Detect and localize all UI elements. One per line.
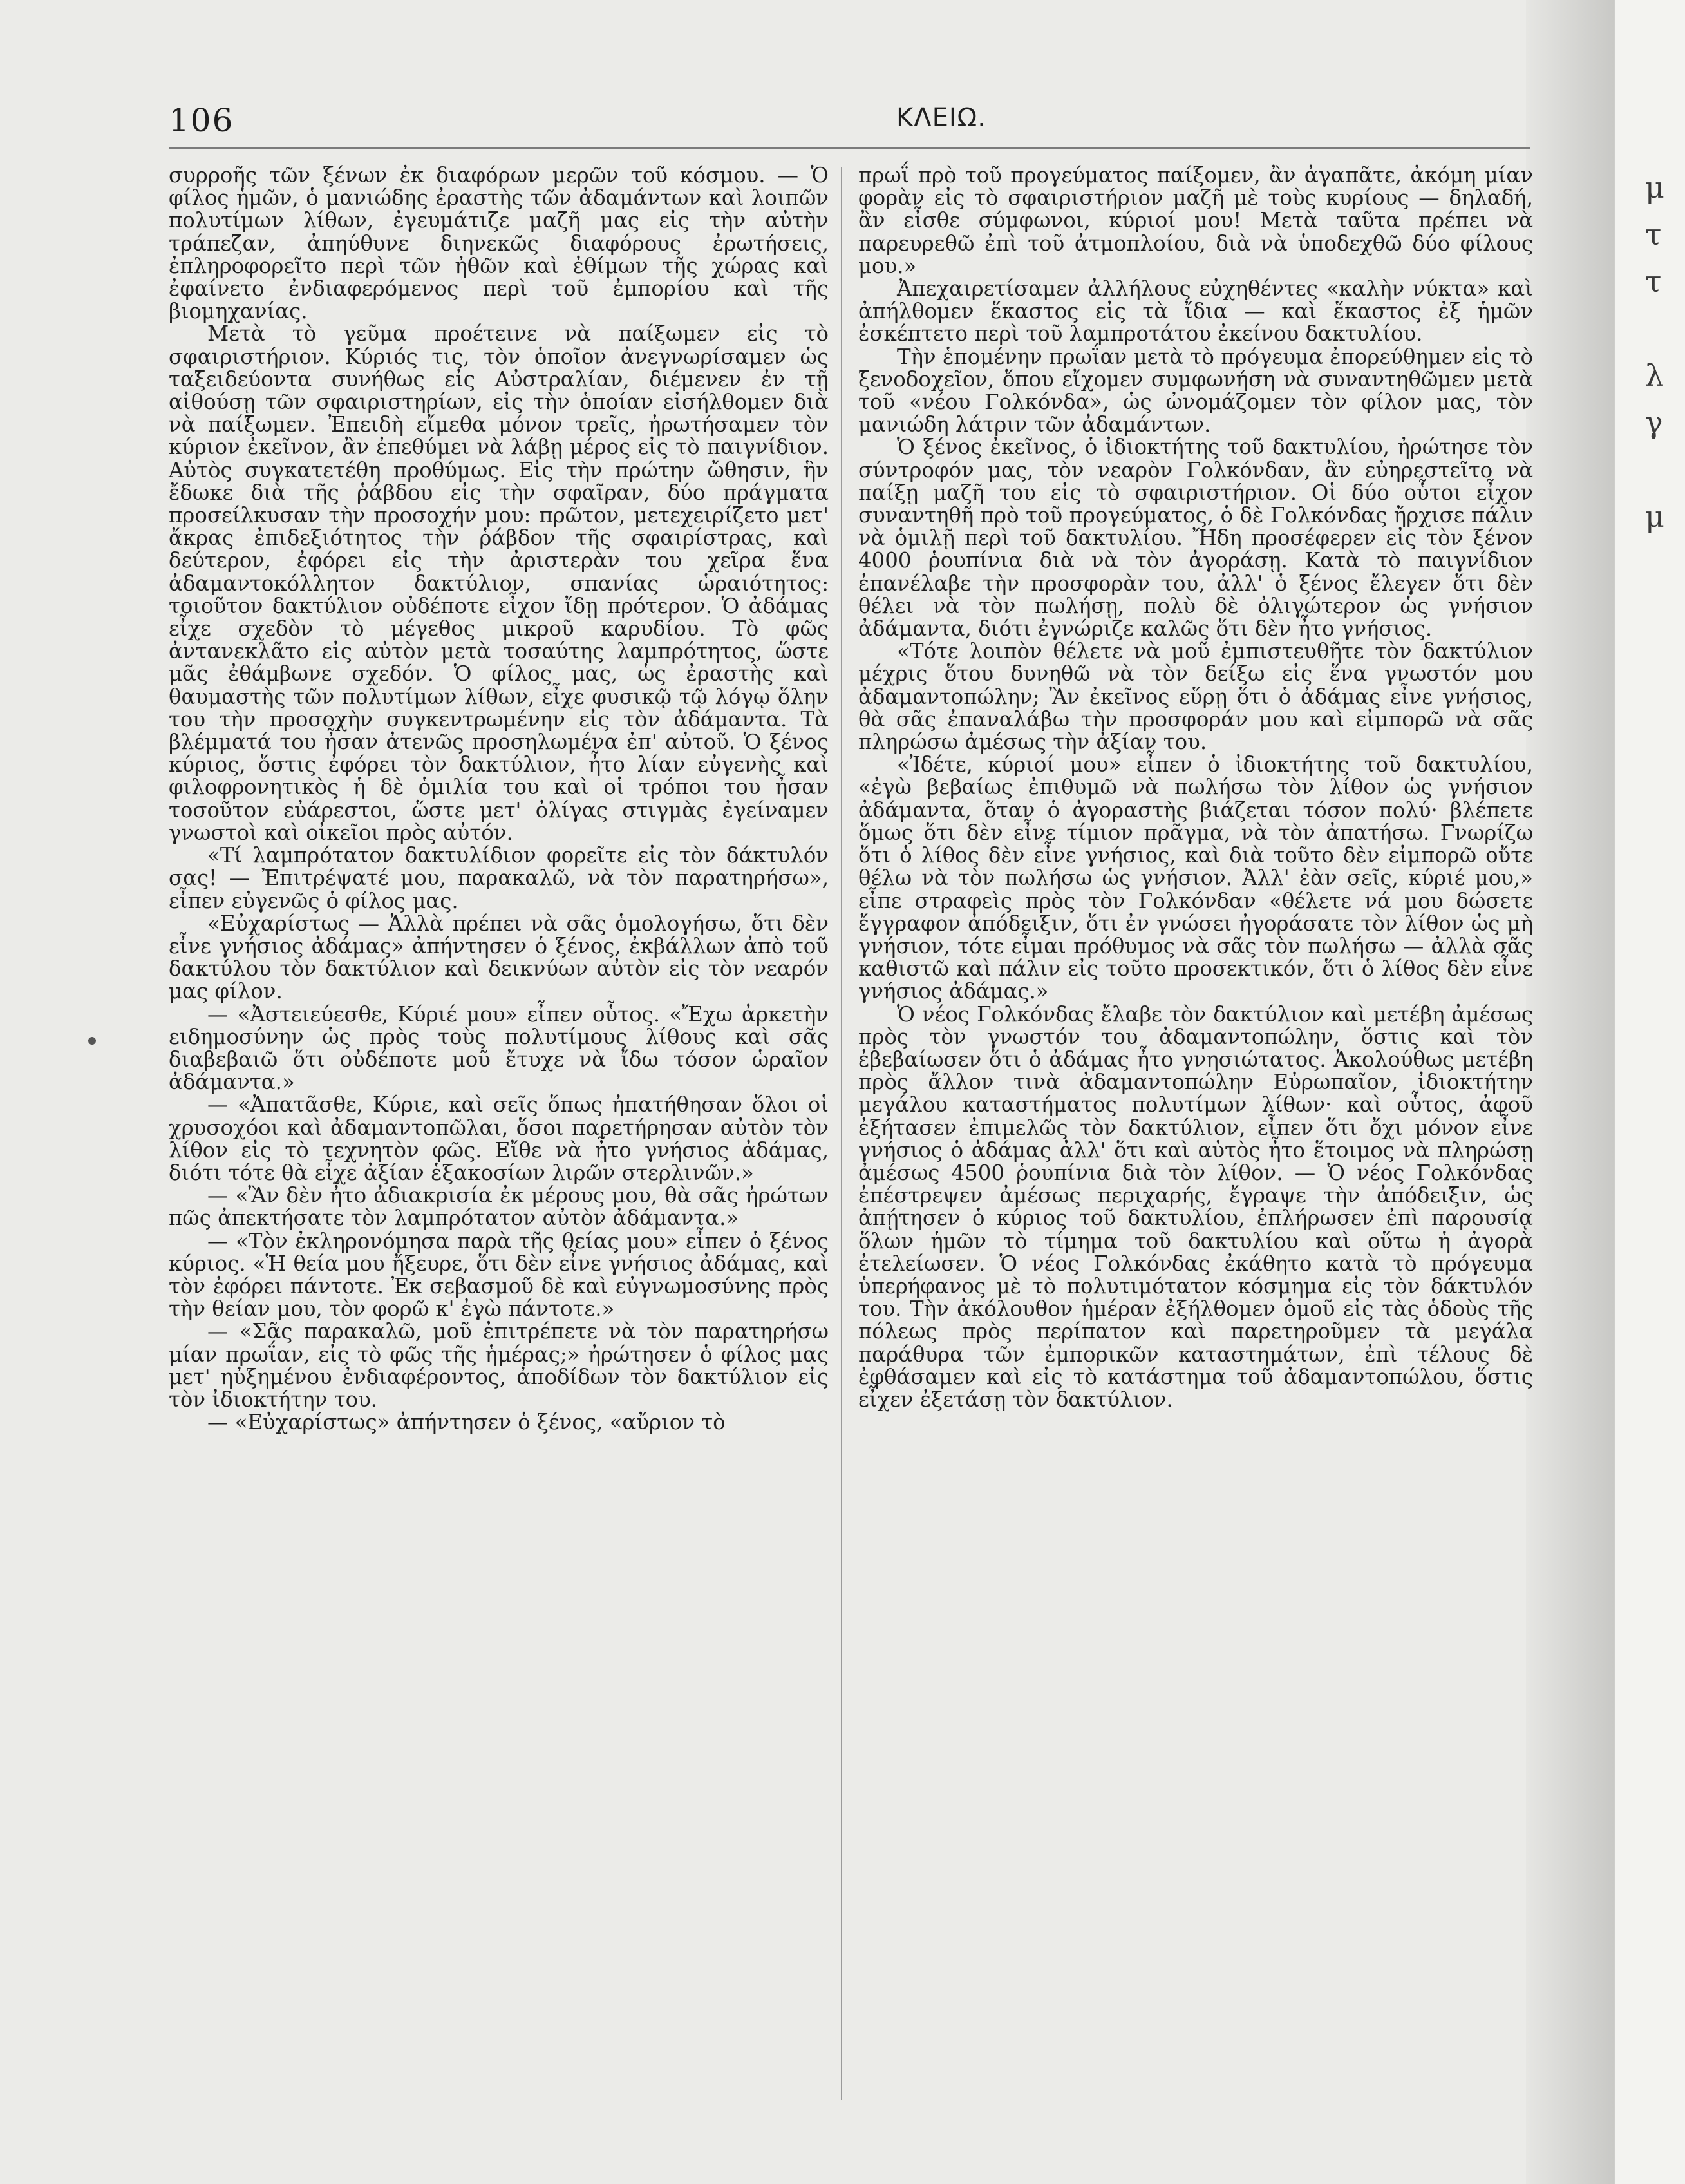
next-page-bleed-text: μ τ τ λ γ μ [1645, 170, 1664, 534]
paragraph: «Ἰδέτε, κύριοί μου» εἶπεν ὁ ἰδιοκτήτης τοῦ δακτυλίου, «ἐγὼ βεβαίως ἐπιθυμῶ νὰ πωλήσω τὸν λίθον ὡς γνήσιον ἀδάμαντα, ὅταν ὁ ἀγοραστὴς βιάζεται τόσον πολύ· βλέπετε ὅμως ὅτι δὲν εἶνε τίμιον πρᾶγμα, νὰ τὸν ἀπατήσω. Γνωρίζω ὅτι ὁ λίθος δὲν εἶνε γνήσιος, καὶ διὰ τοῦτο δὲν εἰμπορῶ οὔτε θέλω νὰ τὸν πωλήσω ὡς γνήσιον. Ἀλλ' ἐὰν σεῖς, κύριέ μου,» εἶπε στραφεὶς πρὸς τὸν Γολκόνδαν «θέλετε νά μου δώσετε ἔγγραφον ἀπόδειξιν, ὅτι ἐν γνώσει ἠγοράσατε τὸν λίθον ὡς μὴ γνήσιον, τότε εἶμαι πρόθυμος νὰ σᾶς τὸν πωλήσω — ἀλλὰ σᾶς καθιστῶ καὶ πάλιν εἰς τοῦτο προσεκτικόν, ὅτι ὁ λίθος δὲν εἶνε γνήσιος ἀδάμας.» [858, 752, 1533, 1004]
paragraph: — «Σᾶς παρακαλῶ, μοῦ ἐπιτρέπετε νὰ τὸν παρατηρήσω μίαν πρωΐαν, εἰς τὸ φῶς τῆς ἡμέρας;» ἠρώτησεν ὁ φίλος μας μετ' ηὐξημένου ἐνδιαφέροντος, ἀποδίδων τὸν δακτύλιον εἰς τὸν ἰδιοκτήτην του. [169, 1319, 829, 1412]
running-title: ΚΛΕΙΩ. [896, 103, 986, 133]
paragraph: Μετὰ τὸ γεῦμα προέτεινε νὰ παίξωμεν εἰς τὸ σφαιριστήριον. Κύριός τις, τὸν ὁποῖον ἀνεγνωρίσαμεν ὡς ταξειδεύοντα συνήθως εἰς Αὐστραλίαν, διέμενεν ἐν τῇ αἰθούσῃ τῶν σφαιριστηρίων, εἰς τὴν ὁποίαν εἰσήλθομεν διὰ νὰ παίξωμεν. Ἐπειδὴ εἴμεθα μόνον τρεῖς, ἠρωτήσαμεν τὸν κύριον ἐκεῖνον, ἂν ἐπεθύμει νὰ λάβῃ μέρος εἰς τὸ παιγνίδιον. Αὐτὸς συγκατετέθη προθύμως. Εἰς τὴν πρώτην ὤθησιν, ἣν ἔδωκε διὰ τῆς ῥάβδου εἰς τὴν σφαῖραν, δύο πράγματα προσείλκυσαν τὴν προσοχήν μου: πρῶτον, μετεχειρίζετο μετ' ἄκρας ἐπιδεξιότητος τὴν ῥάβδον τῆς σφαιρίστρας, καὶ δεύτερον, ἐφόρει εἰς τὴν ἀριστερὰν του χεῖρα ἕνα ἀδαμαντοκόλλητον δακτύλιον, σπανίας ὡραιότητος: τοιοῦτον δακτύλιον οὐδέποτε εἶχον ἴδῃ πρότερον. Ὁ ἀδάμας εἶχε σχεδὸν τὸ μέγεθος μικροῦ καρυδίου. Τὸ φῶς ἀντανεκλᾶτο εἰς αὐτὸν μετὰ τοσαύτης λαμπρότητος, ὥστε μᾶς ἐθάμβωνε σχεδόν. Ὁ φίλος μας, ὡς ἐραστὴς καὶ θαυμαστὴς τῶν πολυτίμων λίθων, εἶχε φυσικῷ τῷ λόγῳ ὅλην του τὴν προσοχὴν συγκεντρωμένην εἰς τὸν ἀδάμαντα. Τὰ βλέμματά του ἦσαν ἀτενῶς προσηλωμένα ἐπ' αὐτοῦ. Ὁ ξένος κύριος, ὅστις ἐφόρει τὸν δακτύλιον, ἦτο λίαν εὐγενὴς καὶ φιλοφρονητικὸς ἡ δὲ ὁμιλία του καὶ οἱ τρόποι του ἦσαν τοσοῦτον εὐάρεστοι, ὥστε μετ' ὀλίγας στιγμὰς ἐγείναμεν γνωστοὶ καὶ οἰκεῖοι πρὸς αὐτόν. [169, 321, 829, 845]
paragraph: πρωΐ πρὸ τοῦ προγεύματος παίξομεν, ἂν ἀγαπᾶτε, ἀκόμη μίαν φορὰν εἰς τὸ σφαιριστήριον μαζῆ μὲ τοὺς κυρίους — δηλαδή, ἂν εἶσθε σύμφωνοι, κύριοί μου! Μετὰ ταῦτα πρέπει νὰ παρευρεθῶ ἐπὶ τοῦ ἀτμοπλοίου, διὰ νὰ ὑποδεχθῶ δύο φίλους μου.» [858, 163, 1533, 278]
paragraph: — «Τὸν ἐκληρονόμησα παρὰ τῆς θείας μου» εἶπεν ὁ ξένος κύριος. «Ἡ θεία μου ἤξευρε, ὅτι δὲν εἶνε γνήσιος ἀδάμας, καὶ τὸν ἐφόρει πάντοτε. Ἐκ σεβασμοῦ δὲ καὶ εὐγνωμοσύνης πρὸς τὴν θείαν μου, τὸν φορῶ κ' ἐγὼ πάντοτε.» [169, 1228, 829, 1322]
paragraph: — «Ἂν δὲν ἦτο ἀδιακρισία ἐκ μέρους μου, θὰ σᾶς ἠρώτων πῶς ἀπεκτήσατε τὸν λαμπρότατον αὐτὸν ἀδάμαντα.» [169, 1183, 829, 1231]
paragraph: «Τί λαμπρότατον δακτυλίδιον φορεῖτε εἰς τὸν δάκτυλόν σας! — Ἐπιτρέψατέ μου, παρακαλῶ, νὰ τὸν παρατηρήσω», εἶπεν εὐγενῶς ὁ φίλος μας. [169, 843, 829, 913]
ink-blot [88, 1037, 96, 1045]
paragraph: Ἀπεχαιρετίσαμεν ἀλλήλους εὐχηθέντες «καλὴν νύκτα» καὶ ἀπήλθομεν ἕκαστος εἰς τὰ ἴδια — καὶ ἕκαστος ἐξ ἡμῶν ἐσκέπτετο περὶ τοῦ λαμπροτάτου ἐκείνου δακτυλίου. [858, 276, 1533, 347]
left-text-column [169, 164, 829, 1434]
paragraph: «Τότε λοιπὸν θέλετε νὰ μοῦ ἐμπιστευθῆτε τὸν δακτύλιον μέχρις ὅτου δυνηθῶ νὰ τὸν δείξω εἰς ἕνα γνωστόν μου ἀδαμαντοπώλην; Ἂν ἐκεῖνος εὕρῃ ὅτι ὁ ἀδάμας εἶνε γνήσιος, θὰ σᾶς ἐπαναλάβω τὴν προσφοράν μου καὶ εἰμπορῶ νὰ σᾶς πληρώσω ἀμέσως τὴν ἀξίαν του. [858, 639, 1533, 755]
paragraph: — «Ἀπατᾶσθε, Κύριε, καὶ σεῖς ὅπως ἠπατήθησαν ὅλοι οἱ χρυσοχόοι καὶ ἀδαμαντοπῶλαι, ὅσοι παρετήρησαν αὐτὸν τὸν λίθον εἰς τὸ τεχνητὸν φῶς. Εἴθε νὰ ἦτο γνήσιος ἀδάμας, διότι τότε θὰ εἶχε ἀξίαν ἑξακοσίων λιρῶν στερλινῶν.» [169, 1092, 829, 1185]
right-text-column [858, 164, 1533, 1411]
header-rule [169, 147, 1530, 149]
paragraph: συρροῆς τῶν ξένων ἐκ διαφόρων μερῶν τοῦ κόσμου. — Ὁ φίλος ἡμῶν, ὁ μανιώδης ἐραστὴς τῶν ἀδαμάντων καὶ λοιπῶν πολυτίμων λίθων, ἐγευμάτιζε μαζῆ μας εἰς τὴν αὐτὴν τράπεζαν, ἀπηύθυνε διηνεκῶς διαφόρους ἐρωτήσεις, ἐπληροφορεῖτο περὶ τῶν ἠθῶν καὶ ἐθίμων τῆς χώρας καὶ ἐφαίνετο ἐνδιαφερόμενος περὶ τοῦ ἐμπορίου καὶ τῆς βιομηχανίας. [169, 163, 829, 324]
paragraph: Ὁ ξένος ἐκεῖνος, ὁ ἰδιοκτήτης τοῦ δακτυλίου, ἠρώτησε τὸν σύντροφόν μας, τὸν νεαρὸν Γολκόνδαν, ἂν εὐηρεστεῖτο νὰ παίξῃ μαζῆ του εἰς τὸ σφαιριστήριον. Οἱ δύο οὗτοι εἶχον συναντηθῆ πρὸ τοῦ προγεύματος, ὁ δὲ Γολκόνδας ἤρχισε πάλιν νὰ ὁμιλῇ περὶ τοῦ δακτυλίου. Ἤδη προσέφερεν εἰς τὸν ξένον 4000 ῥουπίνια διὰ νὰ τὸν ἀγοράσῃ. Κατὰ τὸ παιγνίδιον ἐπανέλαβε τὴν προσφορὰν του, ἀλλ' ὁ ξένος ἔλεγεν ὅτι δὲν θέλει νὰ τὸν πωλήσῃ, πολὺ δὲ ὀλιγώτερον ὡς γνήσιον ἀδάμαντα, διότι ἐγνώριζε καλῶς ὅτι δὲν ἦτο γνήσιος. [858, 435, 1533, 641]
page-number: 106 [169, 102, 234, 139]
paragraph: — «Εὐχαρίστως» ἀπήντησεν ὁ ξένος, «αὔριον τὸ [207, 1410, 726, 1435]
paragraph: Τὴν ἑπομένην πρωΐαν μετὰ τὸ πρόγευμα ἐπορεύθημεν εἰς τὸ ξενοδοχεῖον, ὅπου εἴχομεν συμφωνήση νὰ συναντηθῶμεν μετὰ τοῦ «νέου Γολκόνδα», ὡς ὠνομάζομεν τὸν φίλον μας, τὸν μανιώδη λάτριν τῶν ἀδαμάντων. [858, 344, 1533, 437]
column-divider [841, 167, 842, 2100]
paragraph: Ὁ νέος Γολκόνδας ἔλαβε τὸν δακτύλιον καὶ μετέβη ἀμέσως πρὸς τὸν γνωστόν του ἀδαμαντοπώλην, ὅστις καὶ τὸν ἐβεβαίωσεν ὅτι ὁ ἀδάμας ἦτο γνησιώτατος. Ἀκολούθως μετέβη πρὸς ἄλλον τινὰ ἀδαμαντοπώλην Εὐρωπαῖον, ἰδιοκτήτην μεγάλου καταστήματος πολυτίμων λίθων· καὶ οὗτος, ἀφοῦ ἐξήτασεν ἐπιμελῶς τὸν δακτύλιον, εἶπεν ὅτι ὄχι μόνον εἶνε γνήσιος ὁ ἀδάμας ἀλλ' ὅτι καὶ αὐτὸς ἦτο ἕτοιμος νὰ πληρώσῃ ἀμέσως 4500 ῥουπίνια διὰ τὸν λίθον. — Ὁ νέος Γολκόνδας ἐπέστρεψεν ἀμέσως περιχαρής, ἔγραψε τὴν ἀπόδειξιν, ὡς ἀπῄτησεν ὁ κύριος τοῦ δακτυλίου, ἐπλήρωσεν ἐπὶ παρουσίᾳ ὅλων ἡμῶν τὸ τίμημα τοῦ δακτυλίου καὶ οὕτω ἡ ἀγορὰ ἐτελείωσεν. Ὁ νέος Γολκόνδας ἐκάθητο κατὰ τὸ πρόγευμα ὑπερήφανος μὲ τὸ πολυτιμότατον κόσμημα εἰς τὸν δάκτυλόν του. Τὴν ἀκόλουθον ἡμέραν ἐξήλθομεν ὁμοῦ εἰς τὰς ὁδοὺς τῆς πόλεως πρὸς περίπατον καὶ παρετηροῦμεν τὰ μεγάλα παράθυρα τῶν ἐμπορικῶν καταστημάτων, ἐπὶ τέλους δὲ ἐφθάσαμεν καὶ εἰς τὸ κατάστημα τοῦ ἀδαμαντοπώλου, ὅστις εἶχεν ἐξετάσῃ τὸν δακτύλιον. [858, 1002, 1533, 1412]
paragraph: — «Ἀστειεύεσθε, Κύριέ μου» εἶπεν οὗτος. «Ἔχω ἀρκετὴν ειδημοσύνην ὡς πρὸς τοὺς πολυτίμους λίθους καὶ σᾶς διαβεβαιῶ ὅτι οὐδέποτε μοῦ ἔτυχε νὰ ἴδω τόσον ὡραῖον ἀδάμαντα.» [169, 1002, 829, 1095]
page-header [169, 95, 1530, 147]
paragraph: «Εὐχαρίστως — Ἀλλὰ πρέπει νὰ σᾶς ὁμολογήσω, ὅτι δὲν εἶνε γνήσιος ἀδάμας» ἀπήντησεν ὁ ξένος, ἐκβάλλων ἀπὸ τοῦ δακτύλου τὸν δακτύλιον καὶ δεικνύων αὐτὸν εἰς τὸν νεαρόν μας φίλον. [169, 911, 829, 1004]
